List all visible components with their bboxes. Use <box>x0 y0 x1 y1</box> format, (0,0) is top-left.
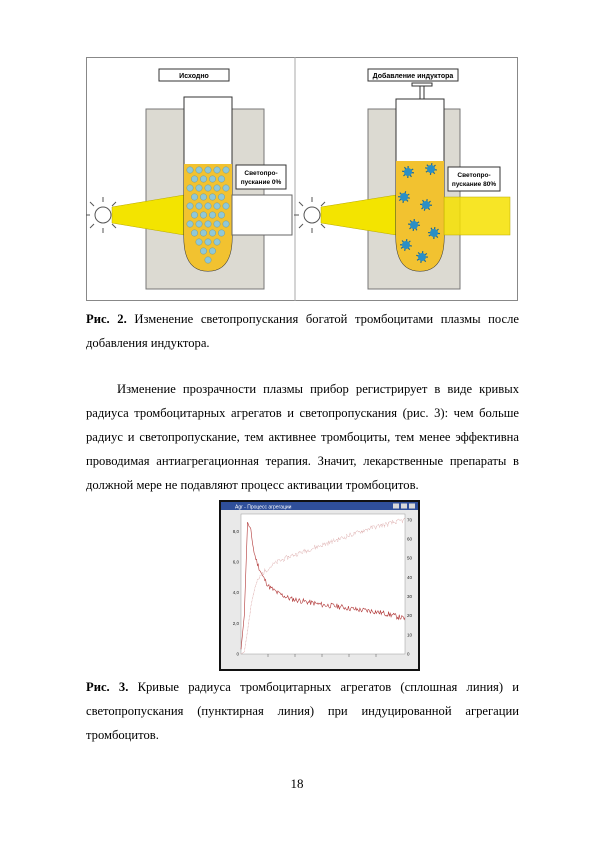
right-tick-label: 40 <box>407 574 413 580</box>
platelet <box>214 221 220 227</box>
platelet <box>196 221 202 227</box>
caption-text: Кривые радиуса тромбоцитарных агрегатов (сплошная линия) и светопропускания (пунктирная линия) при индуцированной агрегации тромбоцитов. <box>86 680 519 742</box>
platelet <box>214 239 220 245</box>
right-tick-label: 50 <box>407 555 413 561</box>
x-axis <box>268 654 376 657</box>
platelet <box>200 212 206 218</box>
platelet <box>218 212 224 218</box>
right-tick-label: 30 <box>407 594 413 599</box>
platelet <box>205 239 211 245</box>
platelet <box>187 203 193 209</box>
platelet <box>209 176 215 182</box>
window-title: Agr - Процесс агрегации <box>235 504 292 511</box>
platelet <box>196 167 202 173</box>
platelet <box>214 167 220 173</box>
platelet <box>223 221 229 227</box>
plasma-liquid <box>184 164 232 271</box>
left-tick-label: 2,0 <box>232 620 239 626</box>
platelet <box>218 176 224 182</box>
platelet <box>205 167 211 173</box>
right-tick-label: 70 <box>407 517 413 523</box>
platelet <box>196 203 202 209</box>
right-tick-label: 10 <box>407 632 413 638</box>
close-button[interactable] <box>409 504 415 509</box>
minimize-button[interactable] <box>393 504 399 509</box>
platelet <box>218 230 224 236</box>
platelet <box>205 257 211 263</box>
platelet <box>218 194 224 200</box>
platelet <box>191 194 197 200</box>
platelet <box>200 194 206 200</box>
platelet <box>214 203 220 209</box>
platelet <box>205 185 211 191</box>
left-tick-label: 6,0 <box>232 559 239 565</box>
platelet <box>209 248 215 254</box>
window-controls[interactable] <box>393 504 415 509</box>
left-panel-title: Исходно <box>179 73 209 80</box>
left-axis <box>233 529 240 657</box>
platelet <box>209 230 215 236</box>
transmission-left-line1: Светопро- <box>244 170 278 177</box>
caption-label: Рис. 2. <box>86 312 127 326</box>
right-axis <box>407 517 413 656</box>
plot-area <box>241 514 405 654</box>
platelet <box>187 221 193 227</box>
maximize-button[interactable] <box>401 504 407 509</box>
platelet <box>223 203 229 209</box>
figure-3-window <box>219 500 420 671</box>
platelet <box>191 212 197 218</box>
platelet <box>214 185 220 191</box>
platelet <box>209 212 215 218</box>
aggregation-chart <box>221 502 418 669</box>
platelet <box>196 185 202 191</box>
figure-2-caption <box>86 307 519 355</box>
page-number: 18 <box>290 776 304 791</box>
platelet <box>200 176 206 182</box>
platelet <box>205 203 211 209</box>
platelet <box>200 248 206 254</box>
caption-text: Изменение светопропускания богатой тромбоцитами плазмы после добавления индуктора. <box>86 312 519 350</box>
right-tick-label: 0 <box>407 651 410 657</box>
left-tick-label: 8,0 <box>232 528 239 534</box>
right-tick-label: 20 <box>407 613 413 619</box>
platelet <box>200 230 206 236</box>
platelet <box>196 239 202 245</box>
platelet <box>187 167 193 173</box>
transmitted-light-box <box>232 195 292 235</box>
platelet <box>223 185 229 191</box>
caption-label: Рис. 3. <box>86 680 129 694</box>
transmission-right-line1: Светопро- <box>457 172 491 179</box>
transmitted-light-beam <box>444 197 510 235</box>
platelet <box>223 167 229 173</box>
transmission-right-line2: пускание 80% <box>451 181 497 188</box>
platelet <box>191 230 197 236</box>
right-tick-label: 60 <box>407 536 413 542</box>
platelet <box>191 176 197 182</box>
figure-3-caption <box>86 675 519 747</box>
left-tick-label: 0 <box>236 651 239 657</box>
platelet <box>209 194 215 200</box>
right-panel-title: Добавление индуктора <box>372 73 454 80</box>
left-tick-label: 4,0 <box>232 590 239 596</box>
body-paragraph: Изменение прозрачности плазмы прибор регистрирует в виде кривых радиуса тромбоцитарных агрегатов и светопропускания (рис. 3): чем больше радиус и светопропускание, тем активнее тромбоциты, тем менее эффективна проводимая антиагрегационная терапия. Значит, лекарственные препараты в должной мере не подавляют процесс активации тромбоцитов. <box>86 382 519 492</box>
transmission-left-line2: пускание 0% <box>240 179 282 186</box>
figure-2 <box>86 57 518 301</box>
platelet <box>205 221 211 227</box>
platelet <box>187 185 193 191</box>
